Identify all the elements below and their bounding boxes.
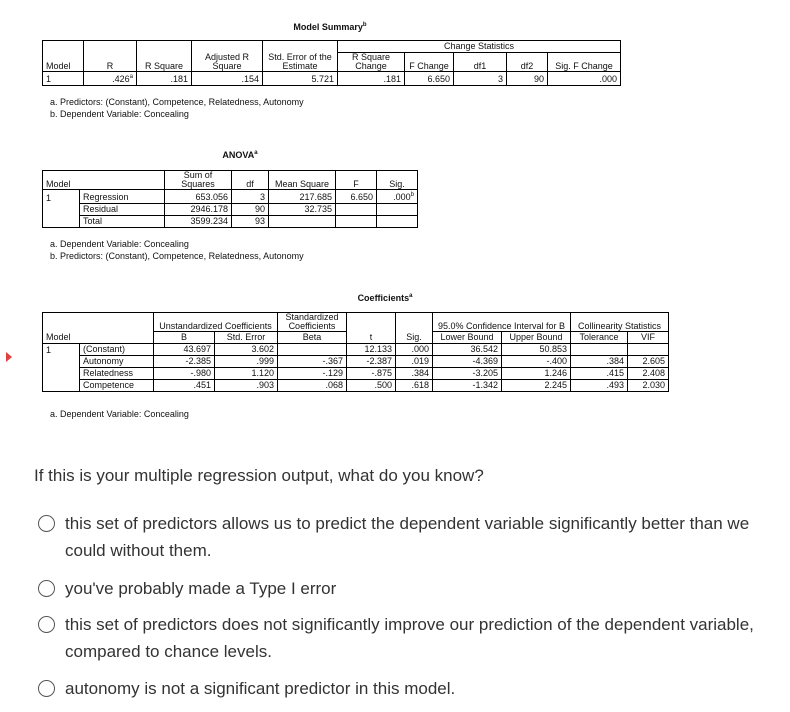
table-row: 1 (Constant) 43.697 3.602 12.133 .000 36.542 50.853 xyxy=(43,344,669,356)
anova-header-f: F xyxy=(336,171,377,190)
coefficients-title: Coefficients$^a$ xyxy=(357,293,413,303)
anova-footnotes: a. Dependent Variable: Concealing b. Predictors: (Constant), Competence, Relatedness, Autonomy xyxy=(50,239,304,261)
coef-header-vif: VIF xyxy=(628,332,669,344)
table-row: Total 3599.234 93 xyxy=(43,216,418,228)
table-row: 1 .426$^a$ .181 .154 5.721 .181 6.650 3 90 .000 xyxy=(43,72,621,86)
anova-header-ss: Sum of Squares xyxy=(165,171,232,190)
ms-header-std-error: Std. Error of the Estimate xyxy=(263,53,338,72)
coef-header-tolerance: Tolerance xyxy=(571,332,628,344)
coefficients-footnote: a. Dependent Variable: Concealing xyxy=(50,409,189,419)
answer-option-1[interactable]: this set of predictors allows us to predict the dependent variable significantly better than we could without them. xyxy=(38,510,758,564)
coef-header-beta: Beta xyxy=(278,332,347,344)
coef-group-ci: 95.0% Confidence Interval for B xyxy=(433,313,571,332)
radio-button[interactable] xyxy=(38,580,55,597)
answer-option-4[interactable]: autonomy is not a significant predictor in this model. xyxy=(38,675,758,702)
coef-header-upper-bound: Upper Bound xyxy=(502,332,571,344)
coef-header-std-error: Std. Error xyxy=(215,332,278,344)
ms-header-f-change: F Change xyxy=(405,53,454,72)
radio-button[interactable] xyxy=(38,515,55,532)
answer-option-3[interactable]: this set of predictors does not significantly improve our prediction of the dependent variable, compared to chance levels. xyxy=(38,611,758,665)
table-row: Residual 2946.178 90 32.735 xyxy=(43,204,418,216)
anova-table xyxy=(42,170,418,228)
model-summary-title: Model Summary$^b$ xyxy=(293,22,367,32)
radio-button[interactable] xyxy=(38,680,55,697)
coef-header-t: t xyxy=(347,332,396,344)
anova-header-ms: Mean Square xyxy=(269,171,336,190)
question-text: If this is your multiple regression output, what do you know? xyxy=(34,466,484,485)
ms-header-sig-f-change: Sig. F Change xyxy=(548,53,621,72)
anova-header-sig: Sig. xyxy=(377,171,418,190)
radio-button[interactable] xyxy=(38,616,55,633)
row-pointer-icon xyxy=(6,352,12,362)
model-summary-table xyxy=(42,40,621,86)
anova-header-df: df xyxy=(232,171,269,190)
coef-header-lower-bound: Lower Bound xyxy=(433,332,502,344)
coefficients-table xyxy=(42,312,669,392)
ms-header-r-square-change: R Square Change xyxy=(338,53,405,72)
table-row: Autonomy -2.385 .999 -.367 -2.387 .019 -4.369 -.400 .384 2.605 xyxy=(43,356,669,368)
coef-header-sig: Sig. xyxy=(396,332,433,344)
answer-option-2[interactable]: you've probably made a Type I error xyxy=(38,575,758,602)
table-row: Competence .451 .903 .068 .500 .618 -1.342 2.245 .493 2.030 xyxy=(43,380,669,392)
coef-group-unstd: Unstandardized Coefficients xyxy=(154,313,278,332)
ms-header-r: R xyxy=(84,53,137,72)
coef-group-std: Standardized Coefficients xyxy=(278,313,347,332)
ms-header-df1: df1 xyxy=(454,53,507,72)
table-row: Relatedness -.980 1.120 -.129 -.875 .384 -3.205 1.246 .415 2.408 xyxy=(43,368,669,380)
ms-header-r-square: R Square xyxy=(137,53,192,72)
ms-header-df2: df2 xyxy=(507,53,548,72)
ms-header-adj-r-square: Adjusted R Square xyxy=(192,53,263,72)
coef-header-model: Model xyxy=(43,332,154,344)
table-row: 1 Regression 653.056 3 217.685 6.650 .000$^b$ xyxy=(43,190,418,204)
coef-group-collinearity: Collinearity Statistics xyxy=(571,313,669,332)
coef-header-b: B xyxy=(154,332,215,344)
ms-header-model: Model xyxy=(43,53,84,72)
change-stats-header: Change Statistics xyxy=(338,41,621,53)
anova-header-model: Model xyxy=(43,171,165,190)
anova-title: ANOVA$^a$ xyxy=(222,150,258,160)
model-summary-footnotes: a. Predictors: (Constant), Competence, Relatedness, Autonomy b. Dependent Variable: Concealing xyxy=(50,97,304,119)
